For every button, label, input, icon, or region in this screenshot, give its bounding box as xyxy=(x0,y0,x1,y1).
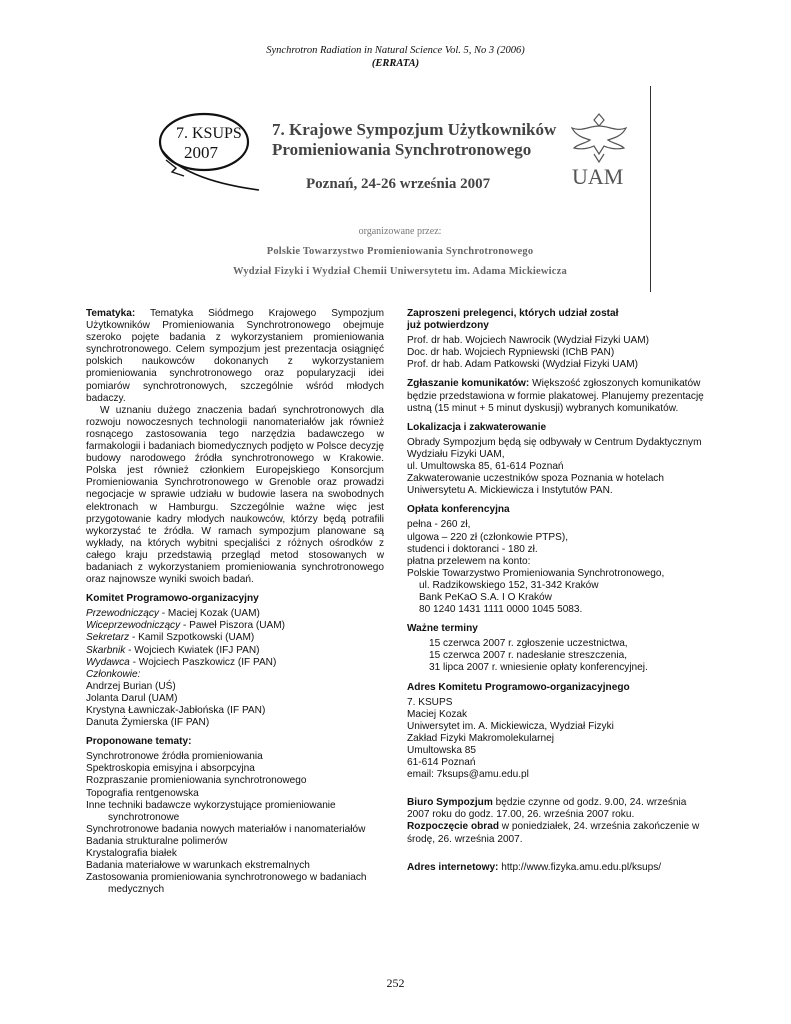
members-label: Członkowie: xyxy=(86,668,141,680)
logo-line2: 2007 xyxy=(184,143,218,162)
topic-item: Synchrotronowe badania nowych materiałów i nanomateriałów xyxy=(86,823,366,835)
symposium-title-line2: Promieniowania Synchrotronowego xyxy=(272,140,532,159)
organizer-ptps: Polskie Towarzystwo Promieniowania Synchrotronowego xyxy=(266,246,534,257)
banner-divider-line xyxy=(650,86,651,292)
speaker-item: Prof. dr hab. Adam Patkowski (Wydział Fizyki UAM) xyxy=(407,359,639,371)
location-line: Zakwaterowanie uczestników spoza Poznania w hotelach Uniwersytetu A. Mickiewicza i Instytutów PAN. xyxy=(407,473,664,497)
submissions-text: Większość zgłoszonych komunikatów będzie przedstawiona w formie plakatowej. Planujemy prezentację ustną (15 minut + 5 minut dyskusji) wybranych komunikatów. xyxy=(407,378,704,414)
tematyka-paragraph-2: W uznaniu dużego znaczenia badań synchrotronowych dla rozwoju nowoczesnych technologii nanomateriałów jak również rosnącego zastosowania tego narzędzia badawczego w farmakologii i badaniach biomedycznych podjęto w Polsce decyzję budowy narodowego źródła synchrotronowego w Krakowie. Polska jest również członkiem Europejskiego Konsorcjum Promieniowania Synchrotronowego w Grenoble oraz prowadzi negocjacje w sprawie udziału w budowie lasera na swobodnych elektronach w Hamburgu. Szczególnie ważne więc jest przygotowanie kadry młodych naukowców, którzy będą potrafili wykorzystać te źródła. W ramach sympozjum planowane są wykłady, na których wybitni specjaliści z różnych ośrodków z całego kraju przedstawią przegląd metod stosowanych w badaniach z wykorzystaniem promieniowania synchrotronowego oraz najnowsze wyniki swoich badań. xyxy=(86,404,384,586)
office-text: będzie czynne od godz. 9.00, 24. września 2007 roku do godz. 17.00, 26. września 2007 roku. xyxy=(407,797,687,821)
member-item: Andrzej Burian (UŚ) xyxy=(86,680,176,692)
errata-label: (ERRATA) xyxy=(371,58,420,69)
website-paragraph xyxy=(407,862,707,874)
organizer-uam: Wydział Fizyki i Wydział Chemii Uniwersytetu im. Adama Mickiewicza xyxy=(233,266,567,277)
committee-role: Sekretarz xyxy=(86,632,130,644)
fee-line: płatna przelewem na konto: xyxy=(407,555,531,567)
date-item: 31 lipca 2007 r. wniesienie opłaty konferencyjnej. xyxy=(429,662,648,674)
location-line: Obrady Sympozjum będą się odbywały w Centrum Dydaktycznym Wydziału Fizyki UAM, xyxy=(407,436,702,460)
website-label: Adres internetowy: xyxy=(407,861,499,873)
committee-item xyxy=(86,632,384,644)
right-column xyxy=(407,308,707,874)
fee-heading: Opłata konferencyjna xyxy=(407,504,510,516)
committee-role: Skarbnik xyxy=(86,644,126,656)
address-line: 61-614 Poznań xyxy=(407,757,476,769)
start-paragraph xyxy=(407,821,707,845)
start-text: w poniedziałek, 24. września zakończenie w środę, 26. września 2007. xyxy=(407,821,700,845)
symposium-title-line1: 7. Krajowe Sympozjum Użytkowników xyxy=(272,120,557,139)
committee-list xyxy=(86,608,384,729)
tematyka-paragraph xyxy=(86,308,384,405)
committee-item xyxy=(86,620,384,632)
member-item: Krystyna Ławniczak-Jabłońska (IF PAN) xyxy=(86,705,266,716)
topic-item: Topografia rentgenowska xyxy=(86,787,199,799)
uam-eagle-logo-icon xyxy=(564,110,634,190)
journal-header xyxy=(0,44,791,70)
speaker-item: Doc. dr hab. Wojciech Rypniewski (IChB PAN) xyxy=(407,347,615,359)
location-line: ul. Umultowska 85, 61-614 Poznań xyxy=(407,461,564,473)
topic-item: Zastosowania promieniowania synchrotronowego w badaniach medycznych xyxy=(86,872,367,896)
uam-logo-text: UAM xyxy=(572,164,624,189)
committee-role: Wydawca xyxy=(86,656,130,668)
member-item: Danuta Żymierska (IF PAN) xyxy=(86,717,210,729)
topic-item: Rozpraszanie promieniowania synchrotronowego xyxy=(86,775,307,787)
location-heading: Lokalizacja i zakwaterowanie xyxy=(407,421,547,433)
topic-item: Badania materiałowe w warunkach ekstremalnych xyxy=(86,860,310,872)
committee-person: - Wojciech Kwiatek (IFJ PAN) xyxy=(125,644,260,656)
committee-person: - Maciej Kozak (UAM) xyxy=(158,608,260,620)
bank-line: ul. Radzikowskiego 152, 31-342 Kraków xyxy=(419,579,599,591)
topics-list xyxy=(86,751,384,896)
address-line: 7. KSUPS xyxy=(407,696,453,708)
committee-item xyxy=(86,657,384,669)
tematyka-label: Tematyka: xyxy=(86,308,136,319)
bank-line: Bank PeKaO S.A. I O Kraków xyxy=(419,591,552,603)
committee-person: - Paweł Piszora (UAM) xyxy=(180,620,286,632)
left-column xyxy=(86,308,384,896)
fee-line: studenci i doktoranci - 180 zł. xyxy=(407,543,538,555)
topic-item: Spektroskopia emisyjna i absorpcyjna xyxy=(86,763,255,775)
address-line: Uniwersytet im. A. Mickiewicza, Wydział Fizyki xyxy=(407,720,614,732)
committee-person: - Wojciech Paszkowicz (IF PAN) xyxy=(129,656,277,668)
date-item: 15 czerwca 2007 r. nadesłanie streszczenia, xyxy=(429,650,628,662)
member-item: Jolanta Darul (UAM) xyxy=(86,692,178,704)
committee-item xyxy=(86,645,384,657)
topic-item: Krystalografia białek xyxy=(86,848,177,860)
symposium-title xyxy=(272,120,556,160)
speakers-heading xyxy=(407,308,707,332)
page-number: 252 xyxy=(386,976,405,990)
bank-account-number: 80 1240 1431 1111 0000 1045 5083. xyxy=(419,604,583,616)
committee-role: Przewodniczący xyxy=(86,608,159,620)
committee-heading: Komitet Programowo-organizacyjny xyxy=(86,593,259,605)
office-paragraph xyxy=(407,797,707,821)
email-line: email: 7ksups@amu.edu.pl xyxy=(407,769,529,781)
dates-heading: Ważne terminy xyxy=(407,623,478,635)
speakers-heading-line1: Zaproszeni prelegenci, których udział został xyxy=(407,308,619,319)
committee-role: Wiceprzewodniczący xyxy=(86,620,181,632)
office-label: Biuro Sympozjum xyxy=(407,797,493,809)
tematyka-text: Tematyka Siódmego Krajowego Sympozjum Użytkowników Promieniowania Synchrotronowego obejmuje szeroko pojęte badania z wykorzystaniem promieniowania synchrotronowego. Celem sympozjum jest prezentacja osiągnięć polskich naukowców dokonanych z wykorzystaniem promieniowania synchrotronowego oraz popularyzacji idei pomiarów synchrotronowych, szczególnie wśród młodych badaczy. xyxy=(86,308,385,404)
address-line: Umultowska 85 xyxy=(407,745,477,756)
ksups-logo-icon xyxy=(154,110,264,200)
committee-person: - Kamil Szpotkowski (UAM) xyxy=(129,632,255,644)
address-heading: Adres Komitetu Programowo-organizacyjnego xyxy=(407,681,630,693)
start-label: Rozpoczęcie obrad xyxy=(407,821,499,833)
date-item: 15 czerwca 2007 r. zgłoszenie uczestnictwa, xyxy=(429,638,628,650)
logo-line1: 7. KSUPS xyxy=(176,125,242,142)
fee-line: pełna - 260 zł, xyxy=(407,519,471,531)
topic-item: Synchrotronowe źródła promieniowania xyxy=(86,751,263,763)
topic-item: Inne techniki badawcze wykorzystujące promieniowanie synchrotronowe xyxy=(86,799,336,823)
website-link[interactable]: http://www.fizyka.amu.edu.pl/ksups/ xyxy=(498,861,662,873)
topics-heading: Proponowane tematy: xyxy=(86,736,192,748)
address-line: Zakład Fizyki Makromolekularnej xyxy=(407,732,554,744)
speaker-item: Prof. dr hab. Wojciech Nawrocik (Wydział Fizyki UAM) xyxy=(407,335,650,347)
topic-item: Badania strukturalne polimerów xyxy=(86,835,228,847)
submissions-paragraph xyxy=(407,378,707,414)
submissions-label: Zgłaszanie komunikatów: xyxy=(407,378,530,390)
fee-line: Polskie Towarzystwo Promieniowania Synchrotronowego, xyxy=(407,567,665,579)
organized-by-label: organizowane przez: xyxy=(358,226,442,237)
symposium-date: Poznań, 24-26 września 2007 xyxy=(306,176,491,192)
address-line: Maciej Kozak xyxy=(407,708,468,720)
symposium-banner xyxy=(150,88,650,288)
journal-title: Synchrotron Radiation in Natural Science Vol. 5, No 3 (2006) xyxy=(266,45,525,56)
fee-line: ulgowa – 220 zł (członkowie PTPS), xyxy=(407,531,569,543)
committee-item xyxy=(86,608,384,620)
speakers-heading-line2: już potwierdzony xyxy=(407,320,489,332)
